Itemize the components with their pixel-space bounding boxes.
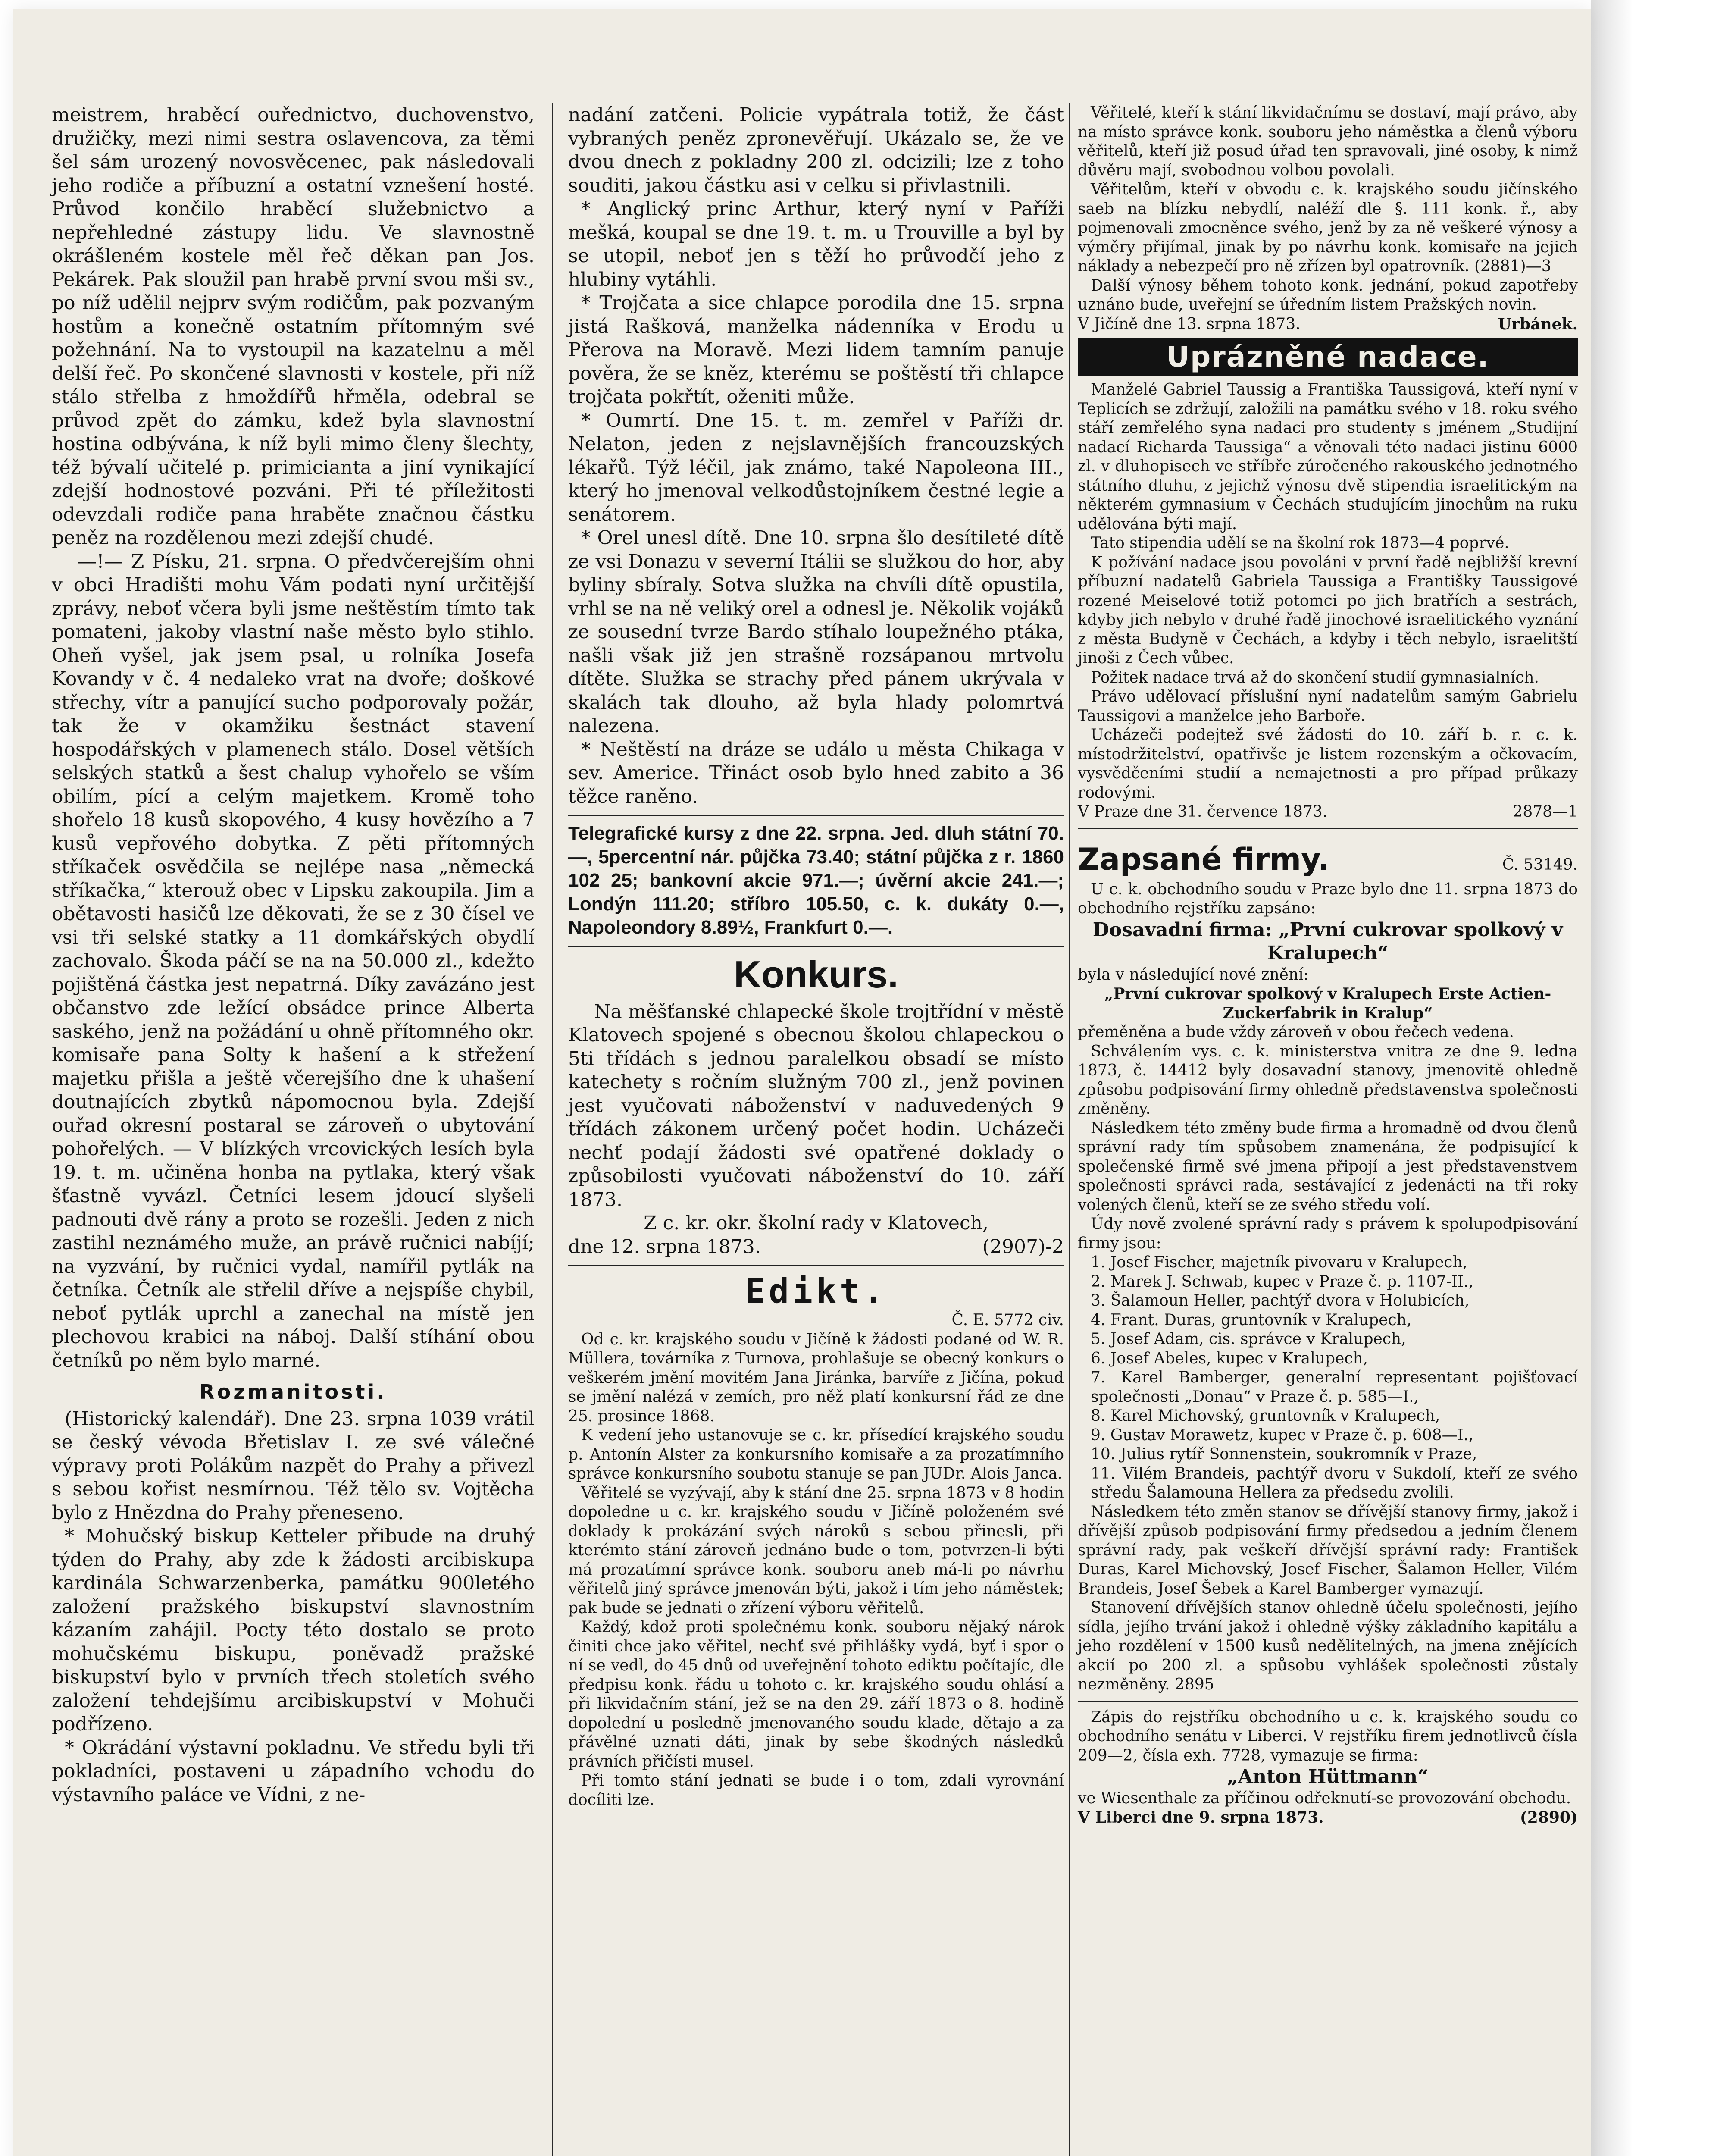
article-paragraph: * Anglický princ Arthur, který nyní v Paříži mešká, koupal se dne 19. t. m. u Trouville a byl by se utopil, neboť jen s těží ho průvodčí jeho z hlubiny vytáhli.: [568, 198, 1064, 291]
nadace-paragraph: Tato stipendia udělí se na školní rok 1873—4 poprvé.: [1091, 534, 1509, 552]
firmy-list-item: 3. Šalamoun Heller, pachtýř dvora v Holubicích,: [1091, 1292, 1470, 1310]
firmy-list-item: 2. Marek J. Schwab, kupec v Praze č. p. 1107-II.,: [1091, 1272, 1474, 1291]
firmy-list-item: 6. Josef Abeles, kupec v Kralupech,: [1091, 1349, 1368, 1367]
column-left: [52, 103, 535, 2156]
article-paragraph: nadání zatčeni. Policie vypátrala totiž, že část vybraných peněz zpronevěřují. Ukázalo se, že ve dvou dnech z pokladny 200 zl. odcizili; lze z toho souditi, jakou částku asi v celku si přivlastnili.: [568, 104, 1064, 197]
firmy-old-name: Dosavadní firma: „První cukrovar spolkový v Kralupech“: [1092, 918, 1563, 964]
column-right: [1078, 103, 1578, 2156]
edikt-paragraph: Od c. kr. krajského soudu v Jičíně k žádosti podané od W. R. Müllera, továrníka z Turnova, prohlašuje se obecný konkurs o veškerém jmění movitém Jana Jiránka, barvíře z Jičína, pokud se jmění nalézá v zemích, pro něž platí konkursní řád ze dne 25. prosince 1868.: [568, 1330, 1064, 1425]
firmy-mid: byla v následující nové znění:: [1078, 965, 1309, 984]
section-title: Rozmanitosti.: [199, 1380, 387, 1404]
nadace-paragraph: Právo udělovací příslušní nyní nadatelům samým Gabrielu Taussigovi a manželce jeho Barboře.: [1078, 688, 1578, 725]
edikt-paragraph: Věřitelé, kteří k stání likvidačnímu se dostaví, mají právo, aby na místo správce konk. souboru jeho náměstka a členů výboru věřitelů, kteří již posud úřad ten spravovali, jiné osoby, k nimž důvěru mají, svobodnou volbou povolali.: [1078, 104, 1578, 179]
register-text: ve Wiesenthale za příčinou odřeknutí-se provozování obchodu.: [1078, 1789, 1571, 1807]
edikt-reference: Č. E. 5772 civ.: [951, 1311, 1064, 1329]
firmy-list-item: 5. Josef Adam, cis. správce v Kralupech,: [1091, 1330, 1406, 1348]
register-text: Zápis do rejstříku obchodního u c. k. krajského soudu co obchodního senátu v Liberci. V rejstříku firem jednotlivců čísla 209—2, čísla exh. 7728, vymazuje se firma:: [1078, 1708, 1578, 1764]
firmy-list-item: 10. Julius rytíř Sonnenstein, soukromník v Praze,: [1091, 1445, 1477, 1463]
konkurs-signature: Z c. kr. okr. školní rady v Klatovech,: [644, 1212, 988, 1234]
article-paragraph: —!— Z Písku, 21. srpna. O předvčerejším ohni v obci Hradišti mohu Vám podati nyní určitější zprávy, neboť včera byli jsme neštěstím tímto tak pomateni, jakoby vlastní naše město bylo stihlo. Oheň vyšel, jak jsem psal, u rolníka Josefa Kovandy v č. 4 nedaleko vrat na dvoře; doškové střechy, vítr a panující sucho podporovaly požár, tak že v okamžiku šestnáct stavení hospodářských v plamenech stálo. Dosel větších selských statků a šest chalup vyhořelo se vším obilím, pící a celým majetkem. Kromě toho shořelo 18 kusů skopového, 4 kusy hovězího a 7 kusů vepřového dobytka. Z pěti přítomných stříkaček osvědčila se nejlépe nasa „německá stříkačka,“ kterouž obec v Lipsku zakoupila. Jim a obětavosti hasičů lze děkovati, že se z 30 čísel ve vsi tři selské statky a 11 domkářských obydlí zachovalo. Škoda páčí se na na 50.000 zl., kdežto pojištěná částka jest nepatrná. Díky zavázáno jest občanstvo zde ležící obsádce prince Alberta saského, jenž na požádání u ohně přítomného okr. komisaře pana Solty k hašení a k střežení majetku přišla a ještě včerejšího dne k uhašení doutnajících zbytků nápomocnou byla. Zdejší ouřad okresní postaral se zároveň o ubytování pohořelých. — V blízkých vrcovických lesích byla 19. t. m. učiněna honba na pytlaka, který však šťastně vyvázl. Četníci lesem jdoucí slyšeli padnouti dvě rány a proto se rozešli. Jeden z nich zastihl neznámého muže, an právě ručnici nabíjí; na vyzvání, by ručnici vydal, namířil pytlák na četníka. Četník ale střelil dříve a nejspíše chybil, neboť pytlák uprchl a zanechal na místě jen plechovou krabici na náboj. Další stíhání obou četníků po něm bylo marné.: [52, 550, 535, 1372]
edikt-place-date: V Jičíně dne 13. srpna 1873.: [1078, 315, 1301, 333]
firmy-paragraph: Následkem této změn stanov se dřívější stanovy firmy, jakož i dřívější způsob podpisování firmy předsedou a jedním členem správní rady, pak veškeří dřívější správní rady: František Duras, Karel Michovský, Josef Fischer, Šalamon Heller, Vilém Brandeis, Josef Šebek a Karel Bamberger vymazují.: [1078, 1503, 1578, 1598]
article-paragraph: * Trojčata a sice chlapce porodila dne 15. srpna jistá Rašková, manželka nádenníka v Erodu u Přerova na Moravě. Mezi lidem tamním panuje pověra, že se kněz, kterému se poštěstí tři chlapce trojčata pokřtít, oženiti může.: [568, 292, 1064, 408]
telegraph-rates: Telegrafické kursy z dne 22. srpna. Jed. dluh státní 70.—, 5percentní nár. půjčka 73.40; státní půjčka z r. 1860 102 25; bankovní akcie 971.—; úvěrní akcie 241.—; Londýn 111.20; stříbro 105.50, c. k. dukáty 0.—, Napoleondory 8.89½, Frankfurt 0.—.: [568, 823, 1064, 938]
firmy-paragraph: Stanovení dřívějších stanov ohledně účelu společnosti, jejího sídla, jejího trvání jakož i ohledně výšky základního kapitálu a jeho rozdělení v 1500 kusů nedělitelných, na jmena znějících akcií po 200 zl. a spůsobu vyhlášek společnosti zůstaly nezměněny. 2895: [1078, 1599, 1578, 1693]
firmy-list-item: 8. Karel Michovský, gruntovník v Kralupech,: [1091, 1407, 1440, 1425]
article-paragraph: (Historický kalendář). Dne 23. srpna 1039 vrátil se český vévoda Břetislav I. ze své válečné výpravy proti Polákům nazpět do Prahy a přivezl s sebou kořist nesmírnou. Též tělo sv. Vojtěcha bylo z Hnězdna do Prahy přeneseno.: [52, 1407, 535, 1524]
edikt-title: Edikt.: [745, 1272, 887, 1311]
column-rule: [1069, 103, 1070, 2156]
firmy-intro: U c. k. obchodního soudu v Praze bylo dne 11. srpna 1873 do obchodního rejstříku zapsáno:: [1078, 880, 1578, 917]
konkurs-date: dne 12. srpna 1873.: [568, 1235, 761, 1258]
firmy-paragraph: Údy nově zvolené správní rady s právem k spolupodpisování firmy jsou:: [1078, 1215, 1578, 1252]
article-paragraph: * Oumrtí. Dne 15. t. m. zemřel v Paříži dr. Nelaton, jeden z nejslavnějších francouzských lékařů. Týž léčil, jak známo, také Napoleona III., který ho jmenoval velkodůstojníkem čestné legie a senátorem.: [568, 409, 1064, 526]
divider: [1078, 1701, 1578, 1702]
konkurs-text: Na měšťanské chlapecké škole trojtřídní v městě Klatovech spojené s obecnou školou chlapeckou o 5ti třídách s jednou paralelkou obsadí se místo katechety s ročním služným 700 zl., jenž povinen jest vyučovati náboženství v naduvedených 9 třídách zákonem určený počet hodin. Ucházeči nechť podají žádosti své opatřené doklady o způsobilosti vyučovati náboženství do 10. září 1873.: [568, 1000, 1064, 1211]
nadace-number: 2878—1: [1513, 803, 1578, 821]
firmy-list-item: 11. Vilém Brandeis, pachtýř dvoru v Sukdolí, kteří ze svého středu Šalamouna Hellera za předsedu zvolili.: [1091, 1464, 1578, 1501]
register-firm-name: „Anton Hüttmann“: [1227, 1766, 1429, 1788]
article-paragraph: meistrem, hraběcí ouřednictvo, duchovenstvo, družičky, mezi nimi sestra oslavencova, za těmi šel sám urozený novosvěcenec, pak následovali jeho rodiče a příbuzní a ostatní vznešení hosté. Průvod končilo hraběcí služebnictvo a nepřehledné zástupy lidu. Ve slavnostně okrášleném kostele měl řeč děkan pan Jos. Pekárek. Pak sloužil pan hrabě první svou mši sv., po níž udělil nejprv svým rodičům, pak pozvaným hostům a konečně ostatním přítomným své požehnání. Na to vystoupil na kazatelnu a měl delší řeč. Po skončené slavnosti v kostele, při níž stálo střelba z hmoždířů hřměla, odebral se průvod zpět do zámku, kdež byla slavnostní hostina odbývána, k níž byli mimo členy šlechty, též bývalí učitelé p. primicianta a jiní vynikající zdejší hodnostové pozváni. Při té příležitosti odevzdali rodiče pana hraběte značnou částku peněz na rozdělenou mezi zdejší chudé.: [52, 104, 535, 549]
nadace-paragraph: Ucházeči podejtež své žádosti do 10. září b. r. c. k. místodržitelství, opatřivše je listem rozenským a očkovacím, vysvědčeními studií a nemajetnosti a pro případ průkazy rodovými.: [1078, 726, 1578, 802]
scan-edge: [1591, 0, 1711, 2156]
edikt-paragraph: Další výnosy během tohoto konk. jednání, pokud zapotřeby uznáno bude, uveřejní se úředním listem Pražských novin.: [1078, 276, 1578, 313]
divider: [568, 1265, 1064, 1266]
edikt-paragraph: Věřitelé se vyzývají, aby k stání dne 25. srpna 1873 v 8 hodin dopoledne u c. kr. krajského soudu v Jičíně položeném své doklady k prokázání svých nároků s sebou přinesli, při kterémto stání zároveň jednáno bude o tom, potvrzen-li býti má prozatímní správce konk. souboru aneb má-li po návrhu věřitelů jiný správce jmenován býti, jakož i tím jeho náměstek; pak bude se jednati o zřízení výboru věřitelů.: [568, 1484, 1064, 1617]
firmy-list-item: 9. Gustav Morawetz, kupec v Praze č. p. 608—I.,: [1091, 1426, 1473, 1444]
edikt-paragraph: Každý, kdož proti společnému konk. souboru nějaký nárok činiti chce jako věřitel, nechť své přihlášky vydá, byť i spor o ní se vedl, do 45 dnů od uveřejnění tohoto ediktu počítajíc, dle předpisu konk. řádu u tohoto c. kr. krajského soudu ohlásí a při likvidačním stání, jež se na den 29. září 1873 o 8. hodině dopolední u posledně jmenovaného soudu klade, dětajo a za přávělné uznati dáti, jinak by sebe škodných následků právních přičísti musel.: [568, 1618, 1064, 1771]
firmy-paragraph: Následkem této změny bude firma a hromadně od dvou členů správní rady tím spůsobem znamenána, že podpisující k společenské firmě své jmena připojí a jest představenstvem společnosti správci rada, sestávající z jedenácti na tři roky volených členů, kteří se ze svého středu volí.: [1078, 1119, 1578, 1214]
article-paragraph: * Orel unesl dítě. Dne 10. srpna šlo desítileté dítě ze vsi Donazu v severní Itálii se služkou do hor, aby byliny sbíraly. Sotva služka na chvíli dítě opustila, vrhl se na ně veliký orel a odnesl je. Několik vojáků ze sousední tvrze Bardo stíhalo loupežného ptáka, našli však již jen strašně rozsápanou mrtvolu dítěte. Služka se strachy před pánem ukrývala v skalách tak dlouho, až byla hlady polomrtvá nalezena.: [568, 527, 1064, 737]
firmy-list-item: 1. Josef Fischer, majetník pivovaru v Kralupech,: [1091, 1253, 1468, 1271]
firmy-title: Zapsané firmy.: [1078, 841, 1329, 877]
edikt-paragraph: Při tomto stání jednati se bude i o tom, zdali vyrovnání docíliti lze.: [568, 1772, 1064, 1809]
nadace-paragraph: Požitek nadace trvá až do skončení studií gymnasialních.: [1091, 668, 1539, 686]
article-paragraph: * Okrádání výstavní pokladnu. Ve středu byli tři pokladníci, postaveni u západního vchodu do výstavního paláce ve Vídni, z ne-: [52, 1736, 535, 1806]
firmy-new-name: „První cukrovar spolkový v Kralupech Erste Actien-Zuckerfabrik in Kralup“: [1104, 985, 1551, 1022]
edikt-paragraph: K vedení jeho ustanovuje se c. kr. přísedící krajského soudu p. Antonín Alster za konkursního komisaře a za prozatímního správce konkursního soubotu stanuje se pan JUDr. Alois Janca.: [568, 1426, 1064, 1482]
divider: [568, 946, 1064, 947]
firmy-list-item: 7. Karel Bamberger, generalní representant pojišťovací společnosti „Donau“ v Praze č. p. 585—I.,: [1091, 1369, 1578, 1406]
firmy-list-item: 4. Frant. Duras, gruntovník v Kralupech,: [1091, 1311, 1412, 1329]
column-rule: [552, 103, 553, 2156]
divider: [568, 815, 1064, 816]
nadace-paragraph: K požívání nadace jsou povoláni v první řadě nejbližší krevní příbuzní nadatelů Gabriela Taussiga a Františky Taussigové rozené Meiselové totiž potomci po jich bratřích a sestrách, kdyby jich nebylo v druhé řadě jinochové israelitického vyznání z města Budyně v Čechách, a kdyby i těch nebylo, israelitští jinoši z Čech vůbec.: [1078, 553, 1578, 667]
nadace-title: Uprázněné nadace.: [1078, 338, 1578, 376]
nadace-place-date: V Praze dne 31. července 1873.: [1078, 803, 1328, 821]
article-paragraph: * Mohučský biskup Ketteler přibude na druhý týden do Prahy, aby zde k žádosti arcibiskupa kardinála Schwarzenberka, památku 900letého založení pražského biskupství slavnostním kázaním zahájil. Pocty této dostalo se proto mohučskému biskupu, poněvadž pražské biskupství bylo v prvních třech stoletích svého založení tehdejšímu arcibiskupství v Mohuči podřízeno.: [52, 1525, 535, 1735]
firmy-paragraph: Schválením vys. c. k. ministerstva vnitra ze dne 9. ledna 1873, č. 14412 byly dosavadní stanovy, jmenovitě ohledně způsobu podpisování firmy ohledně představenstva společnosti změněny.: [1078, 1042, 1578, 1118]
article-paragraph: * Neštěstí na dráze se událo u města Chikaga v sev. Americe. Třináct osob bylo hned zabito a 36 těžce raněno.: [568, 738, 1064, 808]
konkurs-number: (2907)-2: [982, 1235, 1064, 1258]
edikt-signature: Urbánek.: [1498, 315, 1578, 333]
column-middle: [568, 103, 1064, 2156]
register-place-date: V Liberci dne 9. srpna 1873.: [1078, 1808, 1324, 1827]
firmy-reference: Č. 53149.: [1502, 856, 1578, 874]
edikt-paragraph: Věřitelům, kteří v obvodu c. k. krajského soudu jičínského saeb na blízku nebydlí, naléží dle §. 111 konk. ř., aby pojmenovali zmocněnce svého, jenž by za ně veškeré výnosy a výměry přijímal, jinak by po návrhu konk. komisaře na jejich náklady a nebezpečí pro ně zřízen byl opatrovník. (2881)—3: [1078, 181, 1578, 275]
firmy-note: přeměněna a bude vždy zároveň v obou řečech vedena.: [1078, 1023, 1514, 1041]
nadace-paragraph: Manželé Gabriel Taussig a Františka Taussigová, kteří nyní v Teplicích se zdržují, založili na památku svého v 18. roku svého stáří zemřelého syna nadaci pro studenty s jménem „Studijní nadací Richarda Taussiga“ a věnovali této nadaci jistinu 6000 zl. v dluhopisech ve stříbře zúročeného rakouského jednotného státního dluhu, z jejichž výnosu dvě stipendia israelitickým na některém gymnasium v Čechách studujícím jinochům na ruku udělována býti mají.: [1078, 381, 1578, 533]
divider: [1078, 828, 1578, 829]
konkurs-title: Konkurs.: [734, 953, 898, 996]
register-number: (2890): [1520, 1808, 1578, 1827]
